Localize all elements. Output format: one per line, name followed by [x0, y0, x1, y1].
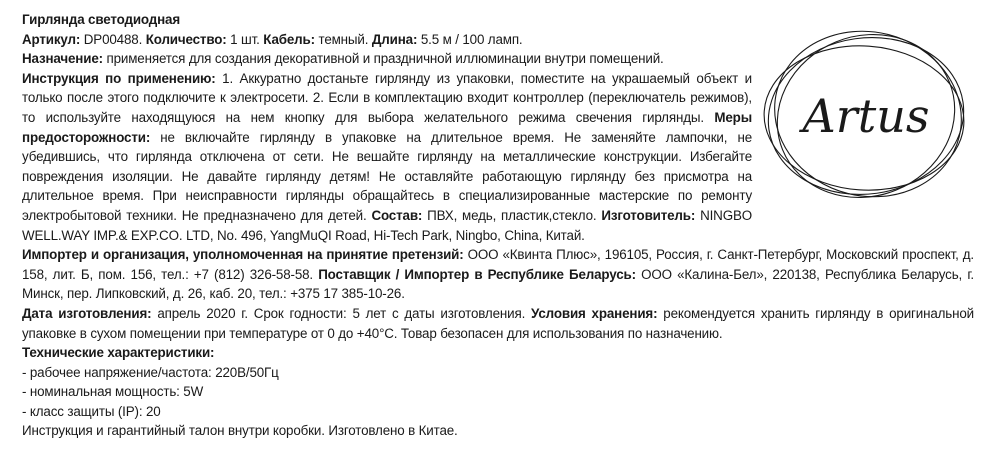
- purpose-label: Назначение:: [22, 51, 103, 67]
- manufacturer-label: Изготовитель:: [601, 207, 696, 223]
- product-title: Гирлянда светодиодная: [22, 12, 181, 27]
- spec-item: - класс защиты (IP): 20: [22, 403, 161, 419]
- instructions-label: Инструкция по применению:: [22, 70, 216, 86]
- specs-heading-text: Технические характеристики:: [22, 345, 215, 361]
- composition-label: Состав:: [371, 207, 423, 223]
- supplier-label: Поставщик / Импортер в Республике Беларусь:: [318, 266, 636, 282]
- cable-value: темный.: [318, 31, 369, 47]
- quantity-value: 1 шт.: [230, 31, 260, 47]
- composition-text: ПВХ, медь, пластик,стекло.: [427, 207, 597, 223]
- meta-line: [22, 30, 752, 50]
- importer-label: Импортер и организация, уполномоченная на принятие претензий:: [22, 247, 464, 263]
- purpose-text: применяется для создания декоративной и праздничной иллюминации внутри помещений.: [106, 51, 664, 67]
- precautions-label: Меры предосторожности:: [22, 109, 752, 145]
- precautions-text: не включайте гирлянду в упаковке на длительное время. Не заменяйте лампочки, не убедившись, что гирлянда отключена от сети. Не вешайте гирлянду на металлические конструкции. Избегайте повреждения изоляции. Не давайте гирлянду детям! Не оставляйте работающую гирлянду без присмотра на длительное время. При неисправности гирлянды обращайтесь в специализированные мастерские по ремонту электробытовой техники. Не предназначено для детей.: [22, 129, 752, 223]
- importer-paragraph: [22, 245, 974, 304]
- spec-item: - номинальная мощность: 5W: [22, 384, 204, 400]
- storage-text: рекомендуется хранить гирлянду в оригинальной упаковке в сухом помещении при температуре от 0 до +40°С. Товар безопасен для использования по назначению.: [22, 305, 974, 341]
- cable-label: Кабель:: [263, 31, 315, 47]
- instructions-text: 1. Аккуратно достаньте гирлянду из упаковки, поместите на украшаемый объект и только после этого подключите к электросети. 2. Если в комплектацию входит контроллер (переключатель режимов), то используйте находящуюся на нем кнопку для выбора желательного режима свечения гирлянды.: [22, 70, 752, 125]
- storage-label: Условия хранения:: [531, 305, 658, 321]
- purpose-line: [22, 49, 752, 69]
- article-label: Артикул:: [22, 31, 81, 47]
- length-value: 5.5 м / 100 ламп.: [420, 31, 523, 47]
- importer-text: ООО «Квинта Плюс», 196105, Россия, г. Санкт-Петербург, Московский проспект, д. 158, лит. Б, пом. 156, тел.: +7 (812) 326-58-58.: [22, 247, 974, 282]
- footer-note: Инструкция и гарантийный талон внутри коробки. Изготовлено в Китае.: [22, 423, 458, 439]
- dates-paragraph: [22, 304, 974, 343]
- spec-item: - рабочее напряжение/частота: 220В/50Гц: [22, 364, 279, 380]
- length-label: Длина:: [371, 31, 418, 47]
- instructions-paragraph: [22, 69, 752, 245]
- supplier-text: ООО «Калина-Бел», 220138, Республика Беларусь, г. Минск, пер. Липковский, д. 26, каб. 20, тел.: +375 17 385-10-26.: [22, 266, 974, 302]
- manufacture-date-text: апрель 2020 г. Срок годности: 5 лет с даты изготовления.: [157, 305, 526, 321]
- quantity-label: Количество:: [145, 31, 227, 47]
- article-value: DP00488.: [83, 31, 143, 47]
- manufacture-date-label: Дата изготовления:: [22, 305, 152, 321]
- brand-name: Artus: [802, 89, 930, 143]
- artus-logo: [762, 28, 970, 204]
- specs-heading: [22, 343, 752, 363]
- manufacturer-text: NINGBO WELL.WAY IMP.& EXP.CO. LTD, No. 496, YangMuQI Road, Hi-Tech Park, Ningbo, China, Китай.: [22, 207, 753, 243]
